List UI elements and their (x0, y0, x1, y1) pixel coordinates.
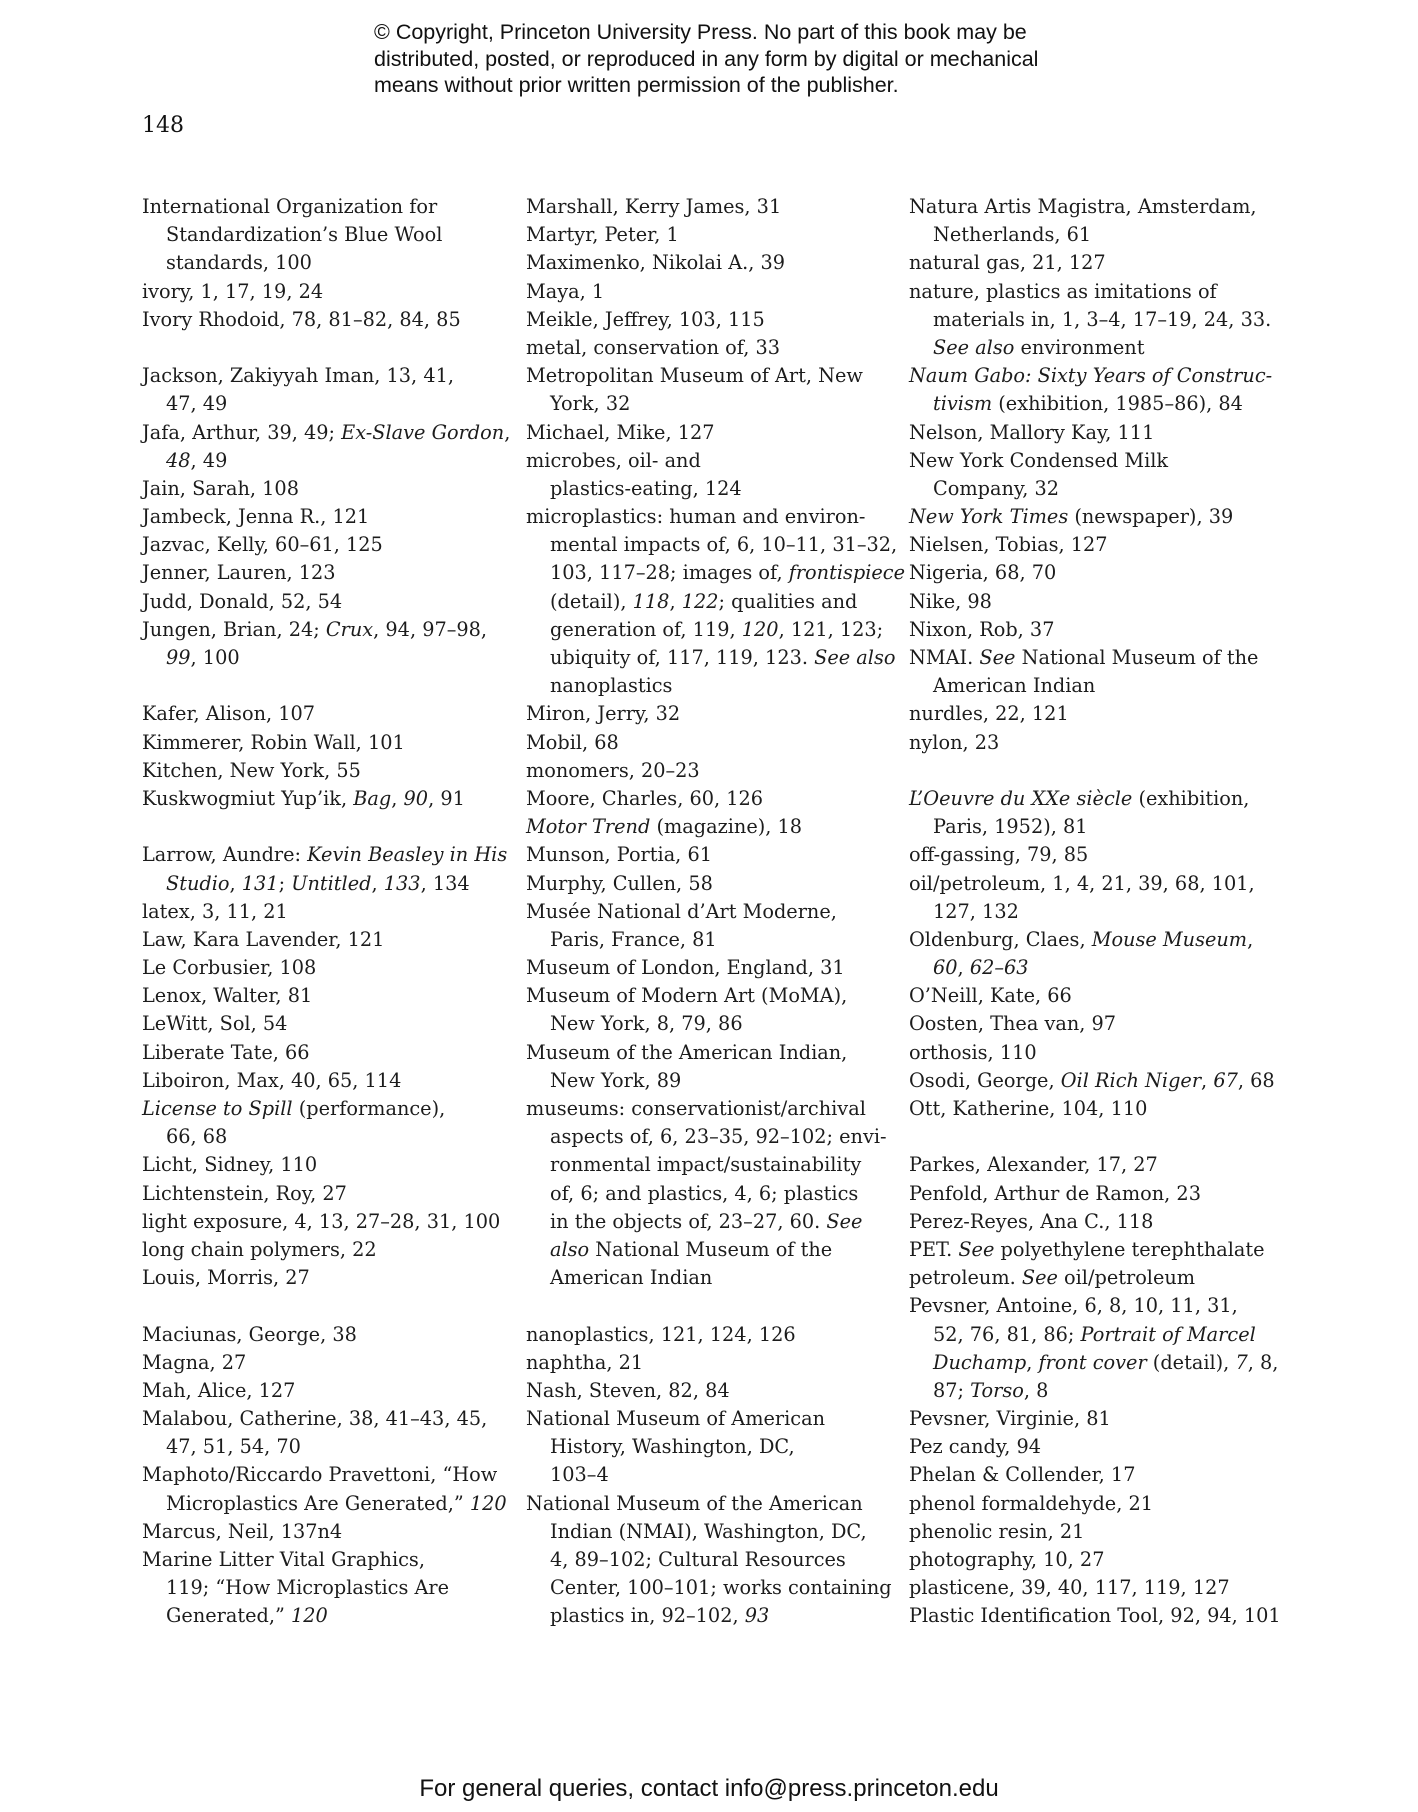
index-entry: Ott, Katherine, 104, 110 (909, 1097, 1148, 1120)
index-entry: Licht, Sidney, 110 (142, 1153, 318, 1177)
index-entry: National Museum of the American (526, 1491, 863, 1515)
index-entry-continuation: 66, 68 (166, 1125, 228, 1149)
index-entry-continuation: nanoplastics (550, 674, 673, 698)
index-entry-continuation: (detail), 118, 122; qualities and (550, 589, 858, 613)
index-entry: Museum of London, England, 31 (526, 956, 845, 980)
index-entry: Penfold, Arthur de Ramon, 23 (909, 1181, 1201, 1205)
index-entry-continuation: York, 32 (550, 392, 631, 416)
index-entry: off-gassing, 79, 85 (909, 843, 1089, 867)
index-entry-continuation: plastics-eating, 124 (550, 476, 742, 500)
index-entry-continuation: 99, 100 (166, 646, 240, 669)
index-entry: natural gas, 21, 127 (909, 251, 1106, 275)
index-entry: Pevsner, Virginie, 81 (909, 1407, 1111, 1431)
index-entry: Louis, Morris, 27 (142, 1266, 310, 1290)
index-entry: museums: conservationist/archival (526, 1097, 866, 1120)
index-entry: Oldenburg, Claes, Mouse Museum, (909, 927, 1254, 951)
index-entry: phenolic resin, 21 (909, 1519, 1085, 1543)
index-entry: Jain, Sarah, 108 (142, 476, 299, 500)
index-entry: Malabou, Catherine, 38, 41–43, 45, (142, 1407, 488, 1431)
index-entry-continuation: also National Museum of the (550, 1237, 833, 1261)
index-entry: Jackson, Zakiyyah Iman, 13, 41, (142, 364, 454, 388)
index-entry: ivory, 1, 17, 19, 24 (142, 279, 324, 303)
footer-contact: For general queries, contact info@press.princeton.edu (419, 1775, 999, 1802)
index-entry: plasticene, 39, 40, 117, 119, 127 (909, 1576, 1230, 1600)
index-entry: Mobil, 68 (526, 730, 619, 754)
index-entry: National Museum of American (526, 1407, 825, 1431)
index-entry: Judd, Donald, 52, 54 (142, 589, 343, 613)
index-entry: Pevsner, Antoine, 6, 8, 10, 11, 31, (909, 1294, 1238, 1318)
index-entry: Plastic Identification Tool, 92, 94, 101 (909, 1604, 1281, 1628)
index-entry: Nike, 98 (909, 589, 992, 613)
index-entry: Miron, Jerry, 32 (526, 702, 681, 726)
index-entry-continuation: Netherlands, 61 (933, 223, 1092, 247)
index-entry: metal, conservation of, 33 (526, 335, 781, 359)
copyright-line: © Copyright, Princeton University Press. No part of this book may be (374, 20, 1027, 44)
index-entry-continuation: ronmental impact/sustainability (550, 1153, 862, 1177)
index-entry: oil/petroleum, 1, 4, 21, 39, 68, 101, (909, 871, 1255, 895)
index-entry: Munson, Portia, 61 (526, 843, 712, 867)
index-entry-continuation: New York, 89 (550, 1068, 682, 1092)
index-entry: Magna, 27 (142, 1350, 247, 1374)
index-entry: petroleum. See oil/petroleum (909, 1266, 1196, 1290)
index-entry: New York Condensed Milk (909, 448, 1169, 472)
index-entry: New York Times (newspaper), 39 (909, 505, 1234, 529)
copyright-line: means without prior written permission of the publisher. (374, 73, 899, 97)
index-entry-continuation: 4, 89–102; Cultural Resources (550, 1548, 846, 1571)
index-entry: nanoplastics, 121, 124, 126 (526, 1322, 796, 1346)
index-entry-continuation: 103, 117–28; images of, frontispiece (550, 561, 906, 585)
index-entry: Perez-Reyes, Ana C., 118 (909, 1209, 1154, 1233)
index-entry-continuation: in the objects of, 23–27, 60. See (550, 1209, 863, 1233)
index-entry: Ivory Rhodoid, 78, 81–82, 84, 85 (142, 307, 461, 331)
index-entry: Kimmerer, Robin Wall, 101 (142, 730, 405, 754)
index-entry: Meikle, Jeffrey, 103, 115 (526, 307, 765, 331)
index-entry-continuation: 48, 49 (166, 448, 228, 472)
index-entry: Phelan & Collender, 17 (909, 1463, 1136, 1487)
index-entry: Nielsen, Tobias, 127 (909, 533, 1108, 557)
index-entry-continuation: of, 6; and plastics, 4, 6; plastics (550, 1181, 859, 1205)
index-column-1 (142, 193, 512, 1631)
index-entry: Pez candy, 94 (909, 1435, 1041, 1459)
index-entry: photography, 10, 27 (909, 1548, 1105, 1571)
index-entry: Motor Trend (magazine), 18 (526, 815, 803, 839)
index-entry: PET. See polyethylene terephthalate (909, 1237, 1265, 1261)
index-entry: Jazvac, Kelly, 60–61, 125 (142, 533, 383, 557)
index-entry: Nelson, Mallory Kay, 111 (909, 420, 1155, 444)
index-entry-continuation: plastics in, 92–102, 93 (550, 1604, 770, 1628)
entry-group-gap (909, 757, 1289, 785)
index-entry: Natura Artis Magistra, Amsterdam, (909, 195, 1257, 218)
index-entry-continuation: 87; Torso, 8 (933, 1378, 1049, 1402)
index-entry-continuation: 127, 132 (933, 899, 1019, 923)
index-entry: Kafer, Alison, 107 (142, 702, 316, 726)
index-entry: Naum Gabo: Sixty Years of Construc- (909, 364, 1273, 388)
index-entry-continuation: Microplastics Are Generated,” 120 (166, 1491, 507, 1515)
index-entry-continuation: History, Washington, DC, (550, 1435, 795, 1459)
index-entry: NMAI. See National Museum of the (909, 646, 1259, 669)
index-entry-continuation: 47, 49 (166, 392, 228, 416)
index-entry: Kitchen, New York, 55 (142, 758, 361, 782)
index-entry: Nigeria, 68, 70 (909, 561, 1057, 585)
index-entry: L’Oeuvre du XXe siècle (exhibition, (909, 786, 1250, 810)
index-entry: microbes, oil- and (526, 448, 701, 472)
index-entry: nylon, 23 (909, 730, 1000, 754)
index-entry: phenol formaldehyde, 21 (909, 1491, 1154, 1515)
index-entry: microplastics: human and environ- (526, 505, 866, 529)
index-entry-continuation: 119; “How Microplastics Are (166, 1576, 450, 1600)
index-entry-continuation: New York, 8, 79, 86 (550, 1012, 743, 1036)
index-entry: light exposure, 4, 13, 27–28, 31, 100 (142, 1209, 501, 1233)
index-entry: Museum of Modern Art (MoMA), (526, 984, 848, 1008)
entry-group-gap (142, 1292, 512, 1320)
index-entry: Osodi, George, Oil Rich Niger, 67, 68 (909, 1068, 1275, 1092)
index-entry-continuation: American Indian (933, 674, 1096, 698)
index-entry-continuation: Center, 100–101; works containing (550, 1576, 892, 1600)
index-entry: Liberate Tate, 66 (142, 1040, 310, 1064)
index-entry-continuation: Studio, 131; Untitled, 133, 134 (166, 871, 470, 895)
entry-group-gap (142, 813, 512, 841)
index-entry-continuation: generation of, 119, 120, 121, 123; (550, 617, 884, 641)
index-entry: Lichtenstein, Roy, 27 (142, 1181, 347, 1205)
index-entry: Murphy, Cullen, 58 (526, 871, 713, 895)
index-entry: Jafa, Arthur, 39, 49; Ex-Slave Gordon, (142, 420, 511, 444)
index-entry: long chain polymers, 22 (142, 1237, 377, 1261)
page-number: 148 (142, 113, 184, 138)
index-entry-continuation: aspects of, 6, 23–35, 92–102; envi- (550, 1125, 887, 1149)
index-entry-continuation: Standardization’s Blue Wool (166, 223, 443, 247)
index-entry: Nash, Steven, 82, 84 (526, 1378, 730, 1402)
entry-group-gap (142, 672, 512, 700)
index-entry: Maphoto/Riccardo Pravettoni, “How (142, 1463, 498, 1487)
index-entry-continuation: 60, 62–63 (933, 956, 1029, 980)
index-entry-continuation: Paris, France, 81 (550, 927, 717, 951)
index-entry: Oosten, Thea van, 97 (909, 1012, 1117, 1036)
index-entry-continuation: 47, 51, 54, 70 (166, 1435, 301, 1459)
entry-group-gap (909, 1123, 1289, 1151)
index-entry: LeWitt, Sol, 54 (142, 1012, 288, 1036)
index-entry-continuation: mental impacts of, 6, 10–11, 31–32, (550, 533, 898, 557)
index-entry-continuation: Duchamp, front cover (detail), 7, 8, (933, 1350, 1279, 1374)
index-entry: Le Corbusier, 108 (142, 956, 317, 980)
index-entry-continuation: Paris, 1952), 81 (933, 815, 1088, 839)
index-entry-continuation: standards, 100 (166, 251, 312, 275)
index-entry-continuation: 103–4 (550, 1463, 609, 1487)
index-entry-continuation: ubiquity of, 117, 119, 123. See also (550, 646, 896, 669)
index-entry: orthosis, 110 (909, 1040, 1037, 1064)
index-entry: Marcus, Neil, 137n4 (142, 1519, 343, 1543)
index-entry: Mah, Alice, 127 (142, 1378, 296, 1402)
index-entry: nature, plastics as imitations of (909, 279, 1217, 303)
index-column-3 (909, 193, 1289, 1631)
entry-group-gap (142, 334, 512, 362)
index-entry: naphtha, 21 (526, 1350, 644, 1374)
index-entry: Jenner, Lauren, 123 (142, 561, 336, 585)
copyright-notice (374, 19, 1134, 99)
index-entry-continuation: Company, 32 (933, 476, 1060, 500)
index-entry: monomers, 20–23 (526, 758, 700, 782)
index-entry: International Organization for (142, 195, 438, 218)
index-entry: Maximenko, Nikolai A., 39 (526, 251, 786, 275)
index-entry: O’Neill, Kate, 66 (909, 984, 1072, 1008)
index-entry-continuation: Indian (NMAI), Washington, DC, (550, 1519, 867, 1543)
index-entry: Law, Kara Lavender, 121 (142, 927, 385, 951)
index-entry: Marshall, Kerry James, 31 (526, 195, 782, 218)
index-entry-continuation: materials in, 1, 3–4, 17–19, 24, 33. (933, 307, 1272, 331)
index-entry: Lenox, Walter, 81 (142, 984, 313, 1008)
copyright-line: distributed, posted, or reproduced in any form by digital or mechanical (374, 46, 1039, 71)
index-entry: Marine Litter Vital Graphics, (142, 1548, 425, 1571)
index-entry: Larrow, Aundre: Kevin Beasley in His (142, 843, 508, 867)
index-entry: Museum of the American Indian, (526, 1040, 848, 1064)
entry-group-gap (526, 1292, 906, 1320)
index-entry-continuation: American Indian (550, 1266, 713, 1290)
index-entry: Maciunas, George, 38 (142, 1322, 357, 1346)
index-entry: Martyr, Peter, 1 (526, 223, 679, 247)
index-entry: latex, 3, 11, 21 (142, 899, 288, 923)
index-entry-continuation: See also environment (933, 335, 1145, 359)
index-entry: Nixon, Rob, 37 (909, 617, 1055, 641)
index-entry: nurdles, 22, 121 (909, 702, 1069, 726)
index-entry: License to Spill (performance), (142, 1097, 446, 1120)
index-entry: Michael, Mike, 127 (526, 420, 715, 444)
index-entry-continuation: tivism (exhibition, 1985–86), 84 (933, 392, 1243, 416)
index-entry: Musée National d’Art Moderne, (526, 899, 837, 923)
index-entry: Jambeck, Jenna R., 121 (142, 505, 370, 529)
index-entry-continuation: 52, 76, 81, 86; Portrait of Marcel (933, 1322, 1256, 1346)
index-entry: Kuskwogmiut Yup’ik, Bag, 90, 91 (142, 786, 465, 810)
index-entry: Moore, Charles, 60, 126 (526, 786, 764, 810)
index-entry: Liboiron, Max, 40, 65, 114 (142, 1068, 402, 1092)
index-entry: Jungen, Brian, 24; Crux, 94, 97–98, (142, 617, 488, 641)
index-entry: Maya, 1 (526, 279, 605, 303)
index-entry-continuation: Generated,” 120 (166, 1604, 328, 1628)
index-entry: Metropolitan Museum of Art, New (526, 364, 863, 388)
index-entry: Parkes, Alexander, 17, 27 (909, 1153, 1158, 1177)
index-column-2 (526, 193, 906, 1631)
